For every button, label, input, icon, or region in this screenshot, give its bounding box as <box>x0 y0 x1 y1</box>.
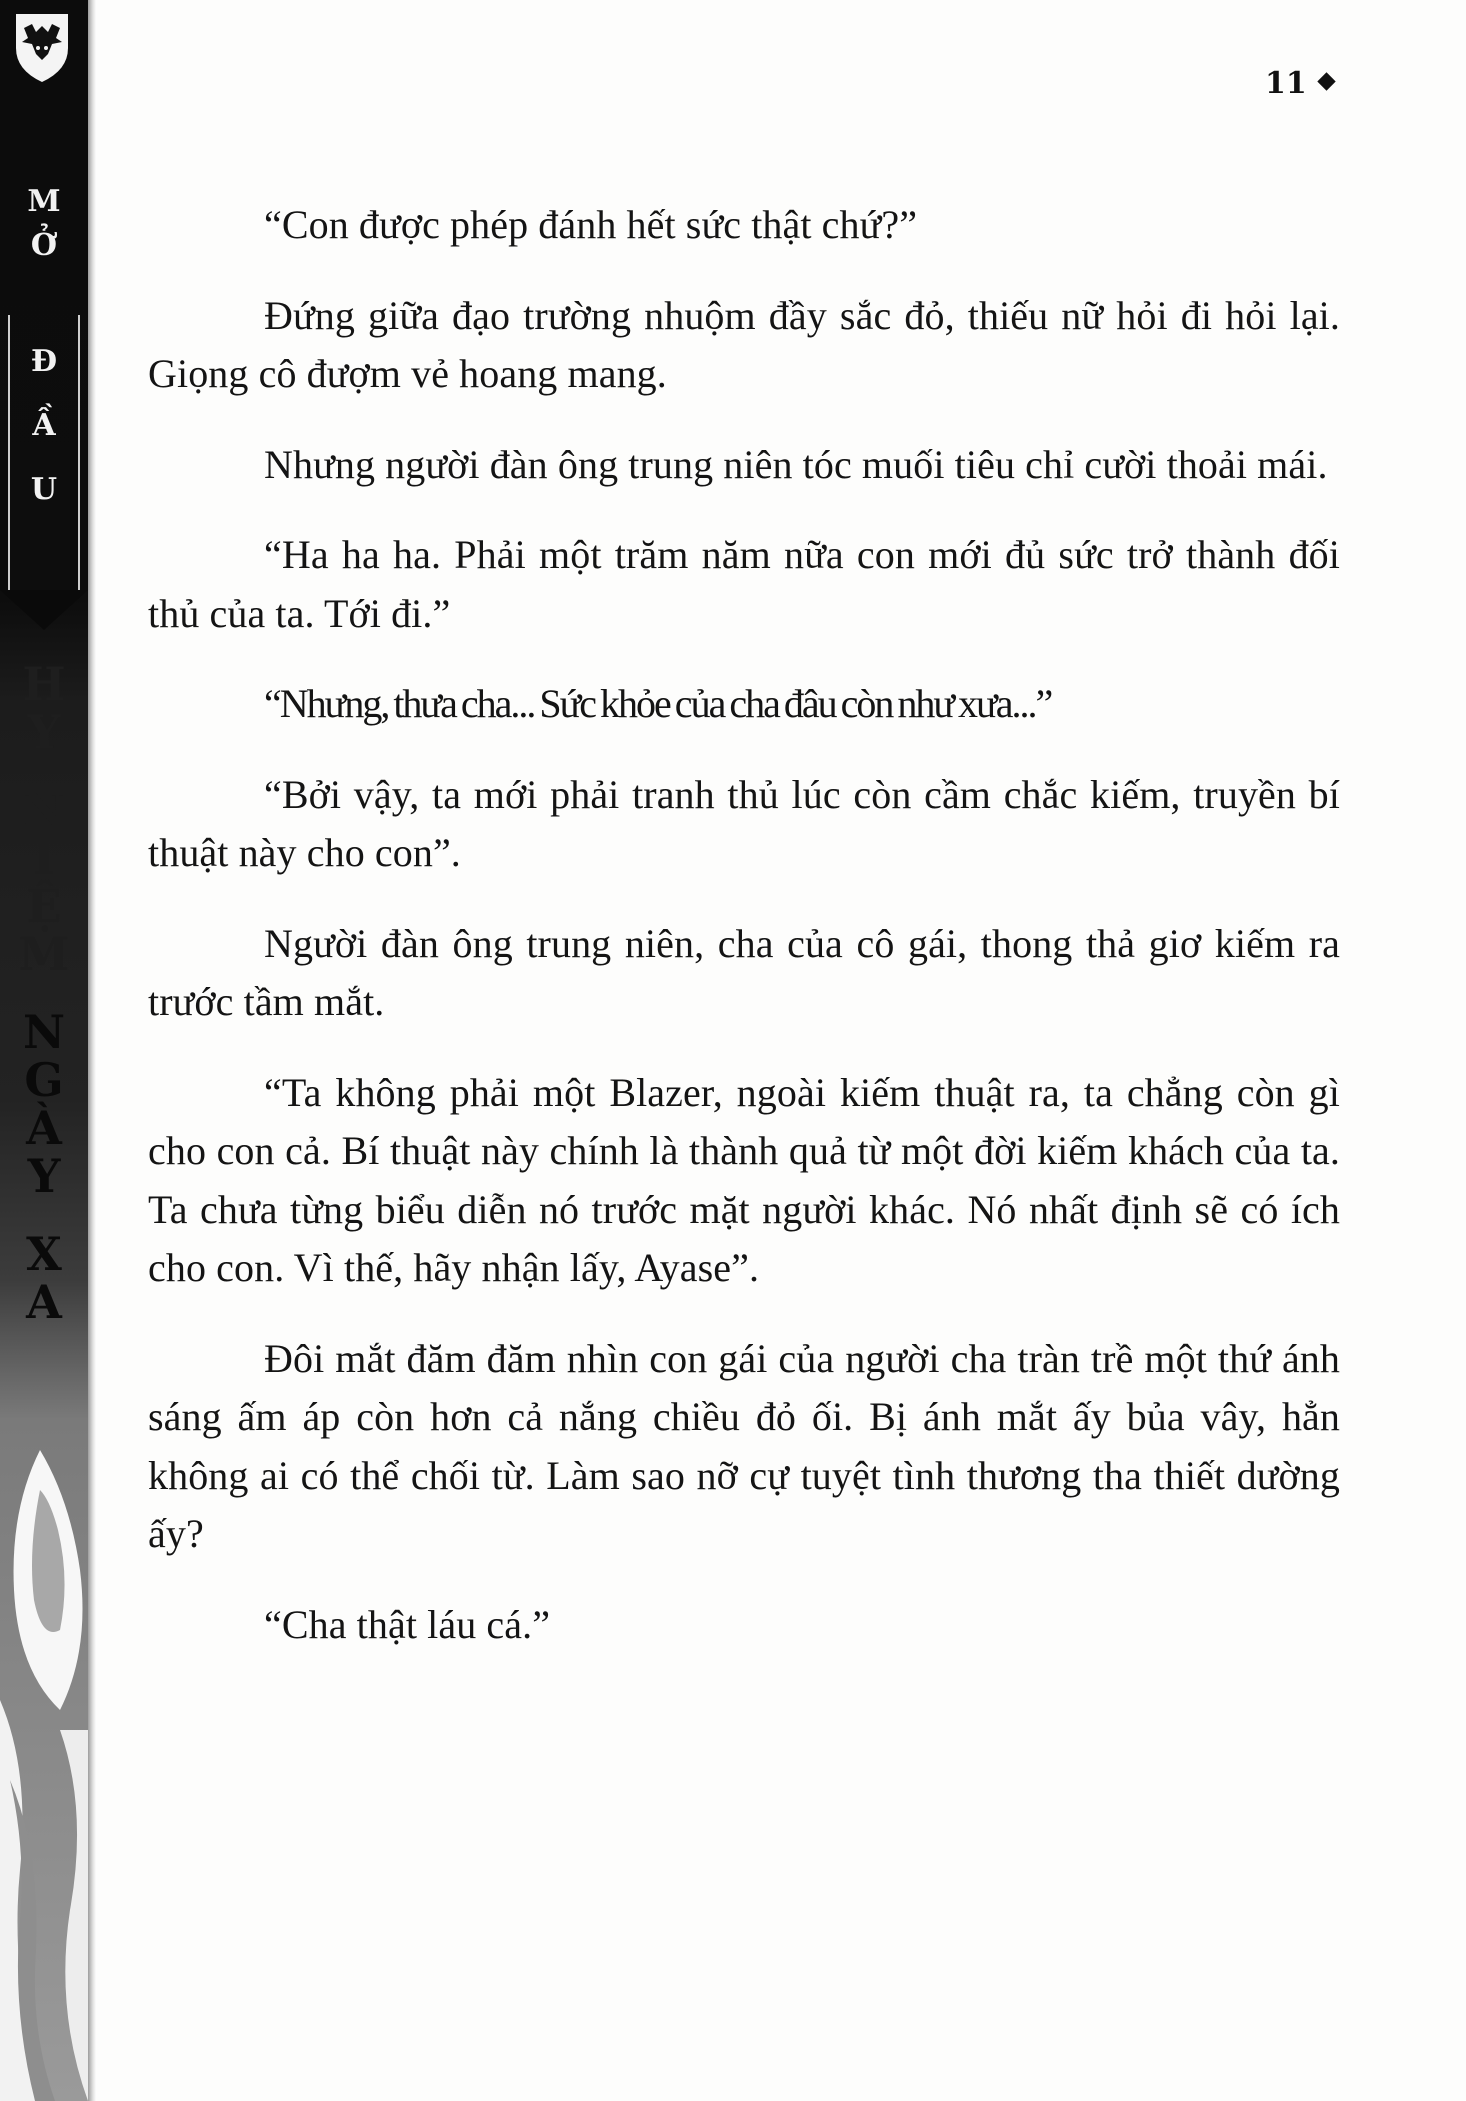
chapter-label-bottom <box>0 330 88 522</box>
series-letter: Y <box>27 1149 61 1203</box>
paragraph: “Bởi vậy, ta mới phải tranh thủ lúc còn cầm chắc kiếm, truyền bí thuật này cho con”. <box>148 771 1340 875</box>
series-letter: H <box>22 657 66 711</box>
series-letter: M <box>18 927 70 981</box>
paragraph: “Con được phép đánh hết sức thật chứ?” <box>264 202 918 247</box>
series-letter: X <box>26 1227 62 1281</box>
paragraph: Đôi mắt đăm đăm nhìn con gái của người cha tràn trề một thứ ánh sáng ấm áp còn hơn cả nắng chiều đỏ ối. Bị ánh mắt ấy bủa vây, hẳn không ai có thể chối từ. Làm sao nỡ cự tuyệt tình thương tha thiết dường ấy? <box>148 1335 1340 1556</box>
series-letter: A <box>26 1275 62 1329</box>
chapter-letter: Ở <box>30 228 58 263</box>
series-letter: À <box>26 1101 62 1155</box>
dragon-shield-crest-icon <box>12 10 72 85</box>
series-letter: N <box>22 1005 66 1059</box>
chapter-label-top <box>0 180 88 268</box>
series-letter: Ệ <box>26 879 62 933</box>
series-letter: Y <box>27 705 61 759</box>
series-letter: G <box>24 1053 64 1107</box>
paragraph: “Cha thật láu cá.” <box>264 1601 551 1647</box>
paragraph: “Nhưng, thưa cha... Sức khỏe của cha đâu còn như xưa...” <box>264 681 1052 726</box>
series-letter: I <box>33 831 55 885</box>
book-spine-margin <box>0 0 88 2101</box>
page-body <box>148 196 1340 1686</box>
chapter-letter: M <box>27 184 61 219</box>
series-letter: N <box>22 783 66 837</box>
paragraph: Đứng giữa đạo trường nhuộm đầy sắc đỏ, thiếu nữ hỏi đi hỏi lại. Giọng cô đượm vẻ hoang mang. <box>148 292 1340 396</box>
chapter-letter: Ầ <box>32 408 56 443</box>
paragraph: Người đàn ông trung niên, cha của cô gái, thong thả giơ kiếm ra trước tầm mắt. <box>148 920 1340 1024</box>
diamond-icon <box>1317 72 1335 90</box>
chapter-letter: Đ <box>30 344 58 379</box>
page-number: 11 <box>1265 66 1307 101</box>
chapter-letter: U <box>30 472 58 507</box>
spine-edge-shadow <box>88 0 96 2101</box>
series-title-vertical <box>0 657 88 1329</box>
spine-banner-point <box>0 590 88 630</box>
flame-pattern-icon <box>0 1450 88 2101</box>
paragraph: “Ta không phải một Blazer, ngoài kiếm thuật ra, ta chẳng còn gì cho con cả. Bí thuật này chính là thành quả từ một đời kiếm khách của ta. Ta chưa từng biểu diễn nó trước mặt người khác. Nó nhất định sẽ có ích cho con. Vì thế, hãy nhận lấy, Ayase”. <box>148 1069 1340 1290</box>
paragraph: Nhưng người đàn ông trung niên tóc muối tiêu chỉ cười thoải mái. <box>264 441 1328 487</box>
paragraph: “Ha ha ha. Phải một trăm năm nữa con mới đủ sức trở thành đối thủ của ta. Tới đi.” <box>148 532 1340 636</box>
